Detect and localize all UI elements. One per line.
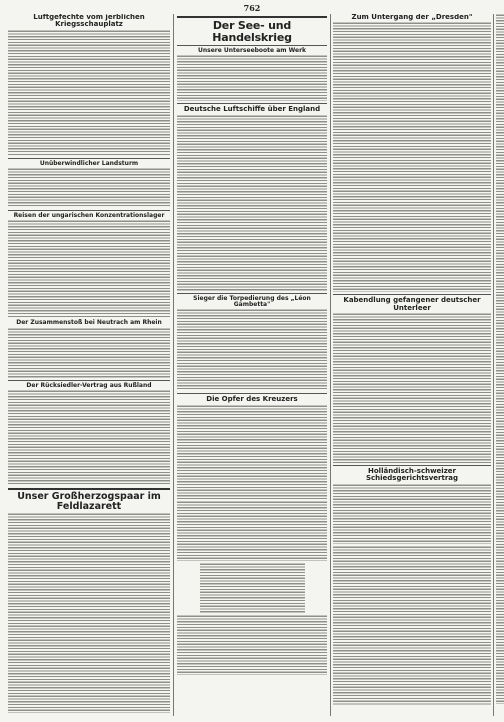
column-3	[333, 14, 491, 716]
headline: Die Opfer des Kreuzers	[206, 395, 298, 404]
headline: Der See- und Handelskrieg	[212, 19, 292, 44]
article-body	[177, 501, 327, 561]
headline: Sieger die Torpedierung des „Léon Gambetta"	[193, 294, 311, 309]
article-body	[333, 22, 491, 292]
article-body	[333, 484, 491, 544]
column-rule	[173, 14, 174, 716]
article-body	[177, 405, 327, 499]
headline: Unser Großherzogspaar im Feldlazarett	[17, 490, 161, 512]
article-body	[8, 513, 170, 713]
headline: Reisen der ungarischen Konzentrationslager	[13, 211, 165, 219]
subheadline: Unsere Unterseeboote am Werk	[197, 47, 307, 55]
article-body	[177, 115, 327, 291]
article-body	[177, 615, 327, 675]
headline: Holländisch-schweizer Schiedsgerichtsvertrag	[365, 467, 459, 483]
column-rule	[493, 14, 494, 716]
page-number: 762	[243, 3, 261, 13]
article-body	[333, 313, 491, 463]
article-body	[177, 55, 327, 101]
article-body	[8, 390, 170, 486]
column-2	[177, 14, 327, 716]
article-body	[496, 14, 504, 704]
headline: Der Zusammenstoß bei Neutrach am Rhein	[16, 319, 162, 327]
headline: Kabendlung gefangener deutscher Unterleer	[343, 296, 481, 312]
article-body	[177, 309, 327, 391]
poem	[200, 563, 305, 613]
headline: Zum Untergang der „Dresden"	[351, 14, 473, 21]
headline: Luftgefechte vom jerblichen Kriegsschauplatz	[33, 14, 145, 29]
column-rule	[330, 14, 331, 716]
column-1	[8, 14, 170, 716]
headline: Der Rücksiedler-Vertrag aus Rußland	[26, 381, 152, 389]
article-body	[333, 546, 491, 706]
headline: Unüberwindlicher Landsturm	[39, 159, 139, 167]
article-body	[8, 30, 170, 156]
article-body	[8, 220, 170, 318]
article-body	[8, 168, 170, 208]
article-body	[8, 328, 170, 378]
headline: Deutsche Luftschiffe über England	[183, 105, 321, 114]
column-4-cutoff	[496, 14, 504, 716]
